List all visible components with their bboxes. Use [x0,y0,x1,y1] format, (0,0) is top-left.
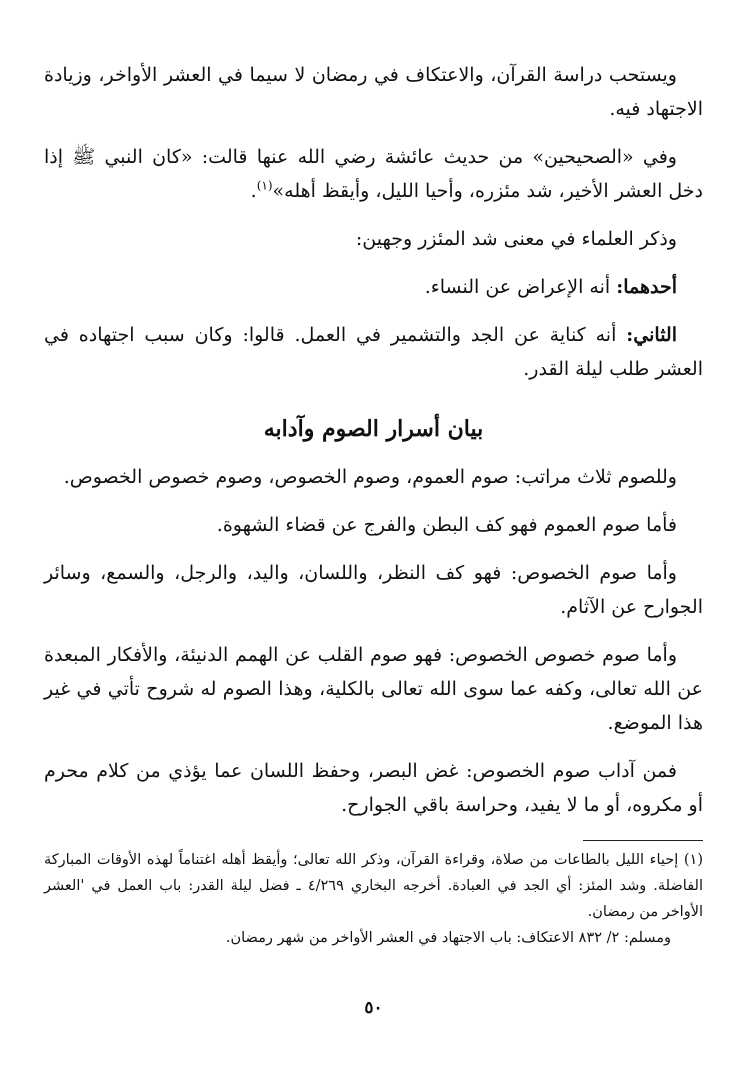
paragraph-first-meaning: أحدهما: أنه الإعراض عن النساء. [424,276,677,298]
footnote-marker: (١) [683,852,704,868]
paragraph-fasting-etiquette: فمن آداب صوم الخصوص: غض البصر، وحفظ اللسان عما يؤذي من كلام محرم أو مكروه، أو ما لا يفيد، وحراسة باقي الجوارح. [44,760,703,816]
paragraph-quran-study: ويستحب دراسة القرآن، والاعتكاف في رمضان لا سيما في العشر الأواخر، وزيادة الاجتهاد فيه. [44,64,703,120]
footnote-reference[interactable]: (١) [256,178,273,193]
paragraph-fasting-levels: وللصوم ثلاث مراتب: صوم العموم، وصوم الخصوص، وصوم خصوص الخصوص. [63,466,677,488]
page-number: ٥٠ [364,998,383,1018]
paragraph-elite-fasting: وأما صوم خصوص الخصوص: فهو صوم القلب عن الهمم الدنيئة، والأفكار المبعدة عن الله تعالى، وكفه عما سوى الله تعالى بالكلية، وهذا الصوم له شروح تأتي في غير هذا الموضع. [44,644,703,734]
footnote-1: (١) إحياء الليل بالطاعات من صلاة، وقراءة القرآن، وذكر الله تعالى؛ وأيقظ أهله اغتناماً لهذه الأوقات المباركة الفاضلة. وشد المئز: أي الجد في العبادة. أخرجه البخاري ٤/٢٦٩ ـ فضل ليلة القدر: باب العمل في 'العشر الأواخر من رمضان. [44,852,704,920]
footnote-1-continued: ومسلم: ٢/ ٨٣٢ الاعتكاف: باب الاجتهاد في العشر الأواخر من شهر رمضان. [225,930,671,946]
paragraph-sahihayn-hadith: وفي «الصحيحين» من حديث عائشة رضي الله عنها قالت: «كان النبي ﷺ إذا دخل العشر الأخير، شد مئزره، وأحيا الليل، وأيقظ أهله»$^{(١)}$. [44,146,703,202]
paragraph-general-fasting: فأما صوم العموم فهو كف البطن والفرج عن قضاء الشهوة. [216,514,677,536]
footnote-divider [583,840,703,841]
paragraph-special-fasting: وأما صوم الخصوص: فهو كف النظر، واللسان، واليد، والرجل، والسمع، وسائر الجوارح عن الآثام. [44,562,703,618]
second-label: الثاني: [626,324,677,346]
paragraph-second-meaning: الثاني: أنه كناية عن الجد والتشمير في العمل. قالوا: وكان سبب اجتهاده في العشر طلب ليلة القدر. [44,324,703,380]
footnotes [44,847,703,951]
paragraph-two-meanings: وذكر العلماء في معنى شد المئزر وجهين: [355,228,677,250]
section-title: بيان أسرار الصوم وآدابه [263,416,484,442]
first-label: أحدهما: [616,276,677,298]
